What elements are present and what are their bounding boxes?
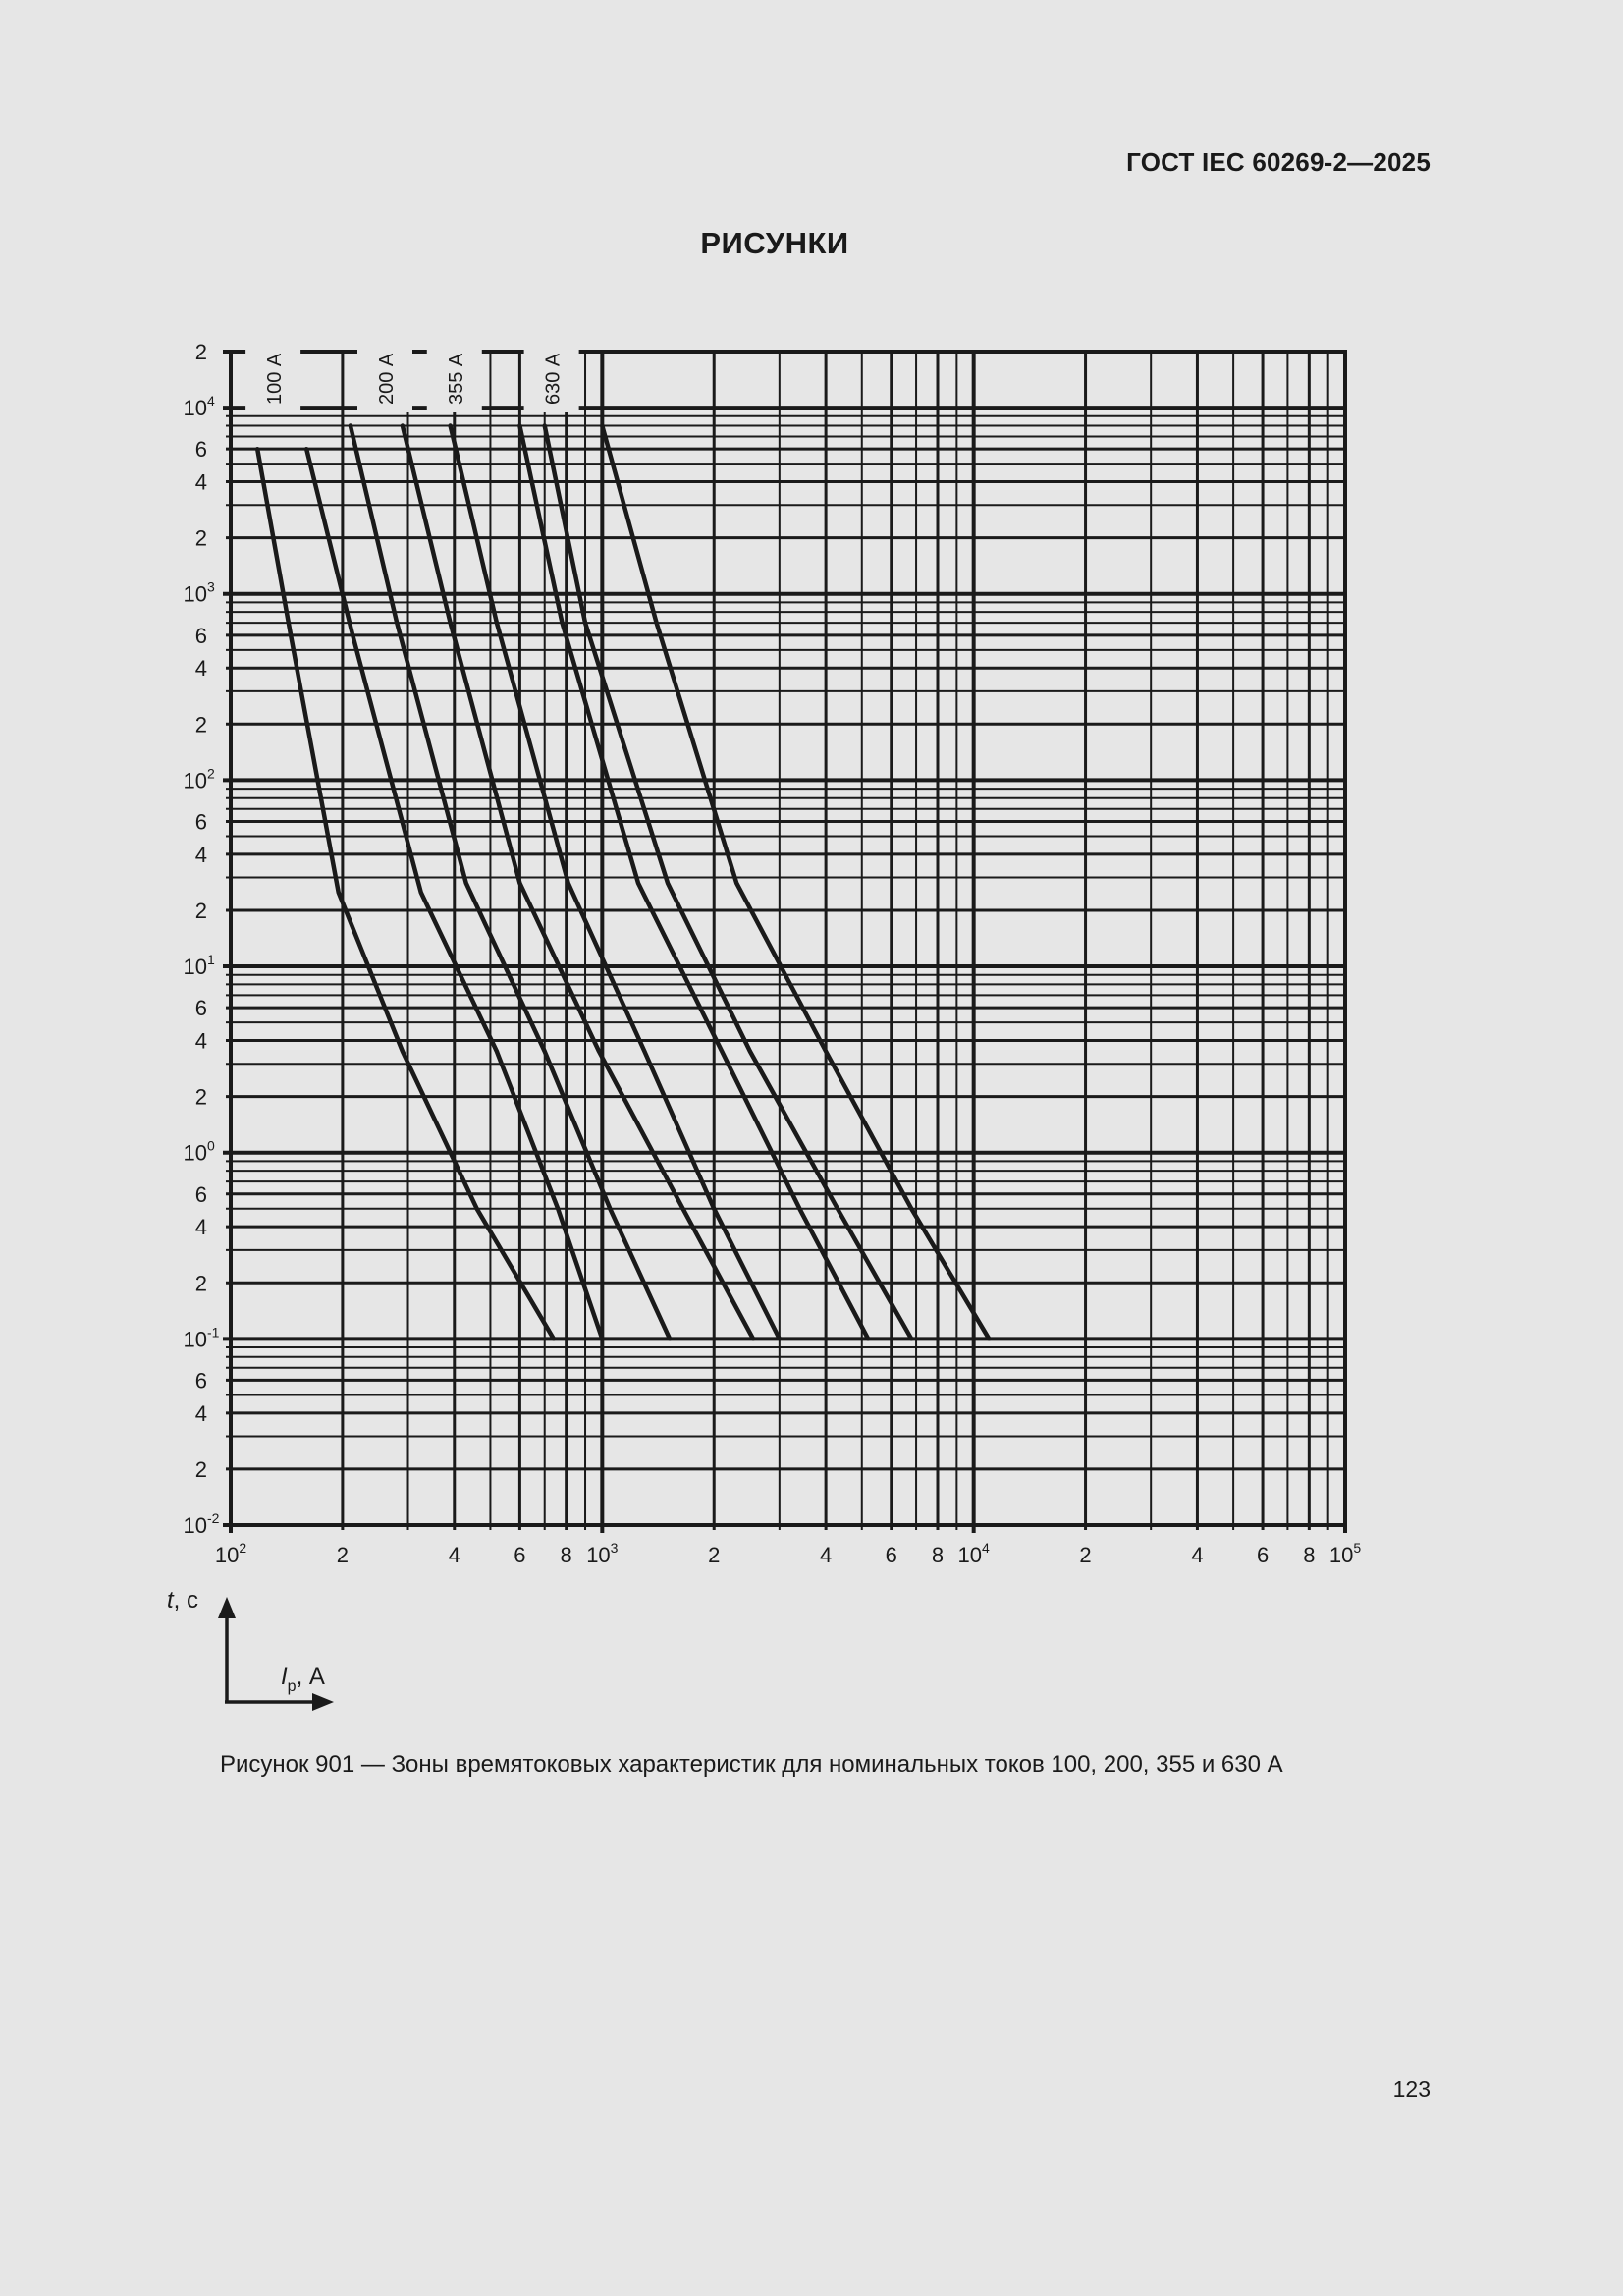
curve-line-3 [351,426,670,1339]
y-tick-label: 10 [183,768,207,793]
section-title: РИСУНКИ [700,226,849,260]
y-tick-label: 6 [194,809,207,835]
x-tick-label: 8 [560,1543,572,1567]
y-tick-label: 2 [194,898,207,923]
y-tick-label: 4 [194,1215,207,1240]
y-tick-label: 4 [194,656,207,682]
zone-label-4: 630 А [542,353,565,405]
y-tick-exponent: 0 [207,1137,215,1154]
x-tick-label: 4 [448,1543,460,1567]
axis-indicator [167,1587,334,1711]
t-axis-arrow-head [218,1597,236,1618]
chart-grid [223,352,1345,1533]
curve-line-1 [257,449,554,1339]
y-tick-label: 4 [194,469,207,495]
y-tick-label: 10 [183,396,207,421]
page-number: 123 [1392,2076,1431,2102]
y-tick-label: 6 [194,437,207,463]
curve-line-5 [451,426,780,1339]
zone-label-2: 200 А [375,353,398,405]
y-tick-exponent: -2 [207,1510,220,1526]
y-tick-label: 10 [183,955,207,980]
y-tick-label: 2 [194,1084,207,1110]
y-tick-label: 6 [194,996,207,1021]
x-tick-label: $10^4$ [957,1540,990,1567]
x-tick-label: 6 [514,1543,526,1567]
i-axis-arrow-head [312,1693,334,1711]
plot-frame [231,352,1345,1525]
y-tick-label: 10 [183,1327,207,1352]
y-tick-label: 4 [194,842,207,867]
x-axis-label: $I_p$, А [281,1664,325,1695]
y-tick-exponent: 4 [207,393,215,410]
y-axis-label: t, с [167,1587,199,1613]
y-tick-label: 10 [183,581,207,607]
zone-label-group [245,346,579,412]
chart-curves [257,426,989,1339]
y-tick-label: 2 [194,525,207,551]
y-tick-label: 6 [194,1368,207,1394]
document-code: ГОСТ IEC 60269-2—2025 [1126,147,1431,177]
y-tick-exponent: 3 [207,578,215,595]
x-tick-label: 4 [819,1543,833,1567]
y-tick-exponent: 2 [207,765,215,782]
y-tick-label: 6 [194,1181,207,1207]
figure-caption: Рисунок 901 — Зоны времятоковых характеристик для номинальных токов 100, 200, 355 и 630 А [220,1751,1283,1777]
zone-label-1: 100 А [264,353,287,405]
y-tick-label: 2 [194,712,207,738]
x-tick-label: $10^3$ [586,1540,619,1567]
curve-line-7 [545,426,912,1339]
x-tick-label: 8 [931,1543,945,1567]
x-tick-label: 6 [1256,1543,1270,1567]
x-tick-label: $10^5$ [1328,1540,1362,1567]
x-tick-label: 2 [1079,1543,1092,1567]
y-tick-label: 2 [194,1456,207,1482]
y-tick-label: 2 [194,340,207,364]
x-tick-label: 8 [1303,1543,1316,1567]
y-tick-label: 2 [194,1271,207,1296]
x-tick-label: $10^2$ [214,1540,247,1567]
y-tick-label: 6 [194,623,207,648]
x-tick-label: 4 [1191,1543,1204,1567]
y-tick-exponent: 1 [207,952,215,968]
x-tick-labels [215,1540,1361,1567]
y-tick-label: 10 [183,1140,207,1166]
y-tick-label: 10 [183,1513,207,1538]
y-tick-label: 4 [194,1028,207,1054]
x-tick-label: 2 [336,1543,350,1567]
x-tick-label: 6 [885,1543,897,1567]
y-tick-exponent: -1 [207,1324,220,1340]
zone-label-3: 355 А [445,353,467,405]
y-tick-labels [184,340,220,1538]
x-tick-label: 2 [708,1543,721,1567]
y-tick-label: 4 [194,1400,207,1426]
